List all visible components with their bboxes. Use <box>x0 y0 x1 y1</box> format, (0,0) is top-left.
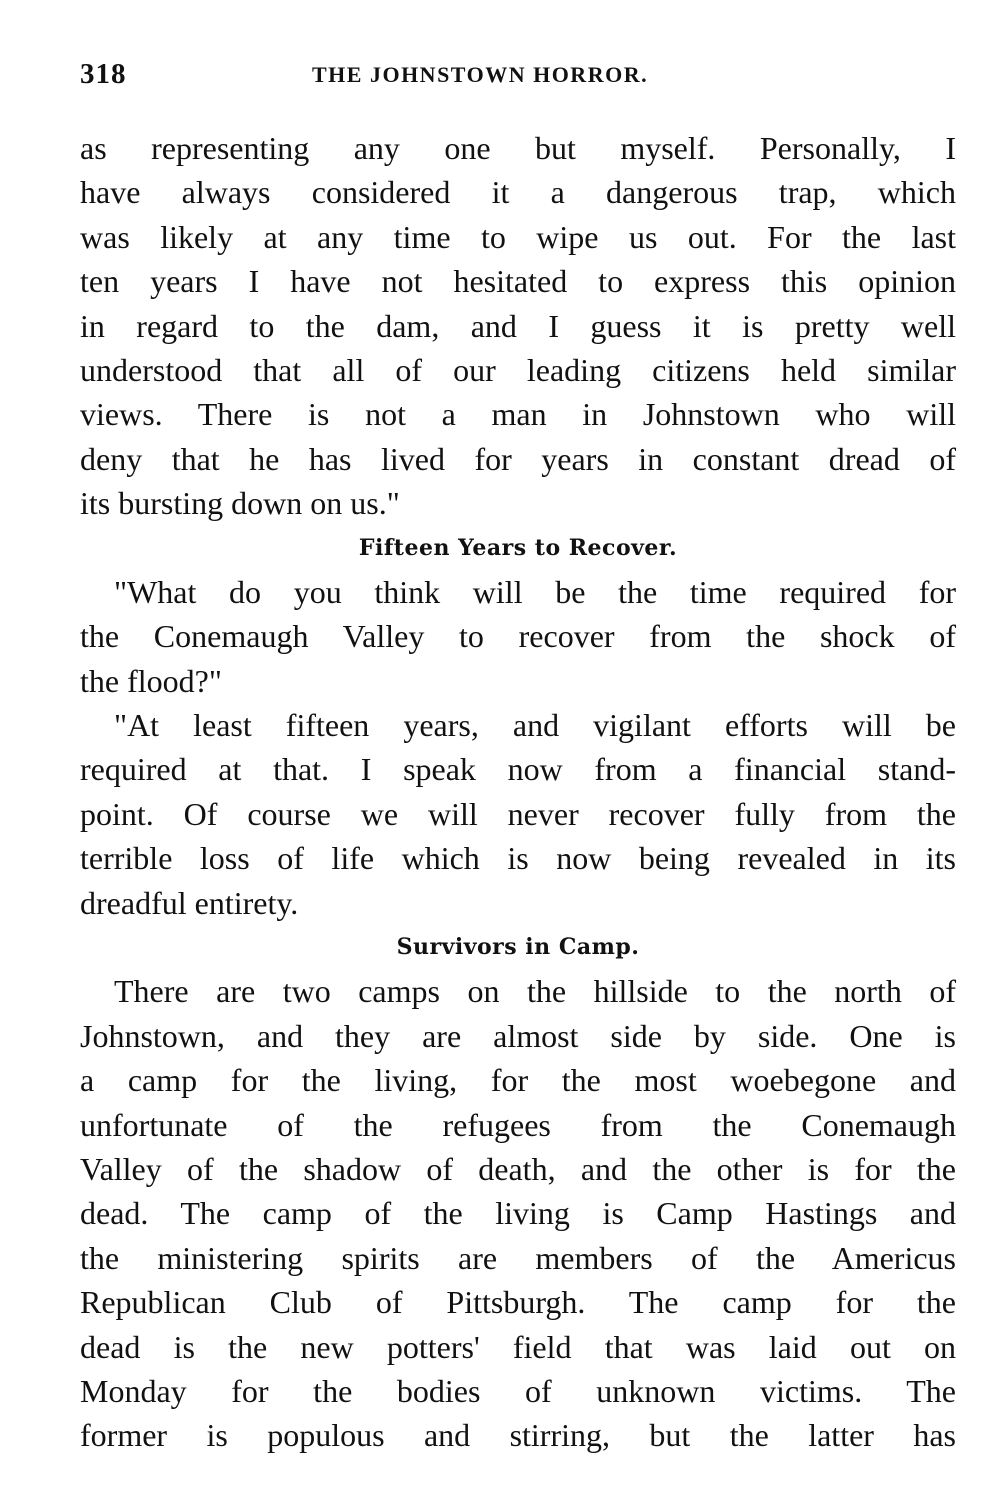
text-line: Johnstown, and they are almost side by side. One is <box>80 1017 956 1054</box>
text-line: required at that. I speak now from a financial stand- <box>80 751 956 788</box>
paragraph-4 <box>80 969 956 1457</box>
text-line: a camp for the living, for the most woebegone and <box>80 1062 956 1099</box>
text-line: have always considered it a dangerous trap, which <box>80 174 956 211</box>
text-line: unfortunate of the refugees from the Conemaugh <box>80 1106 956 1143</box>
text-line: dead is the new potters' field that was laid out on <box>80 1328 956 1365</box>
text-line: understood that all of our leading citizens held similar <box>80 351 956 388</box>
text-line: was likely at any time to wipe us out. For the last <box>80 218 956 255</box>
text-line: dead. The camp of the living is Camp Hastings and <box>80 1195 956 1232</box>
text-line: "At least fifteen years, and vigilant efforts will be <box>114 707 956 744</box>
text-line: deny that he has lived for years in constant dread of <box>80 440 956 477</box>
body-text <box>80 126 956 1458</box>
text-line: in regard to the dam, and I guess it is pretty well <box>80 307 956 344</box>
text-line: ten years I have not hesitated to express this opinion <box>80 263 956 300</box>
page-number: 318 <box>80 58 127 90</box>
text-line: dreadful entirety. <box>80 884 299 921</box>
section-heading: Survivors in Camp. <box>396 934 640 961</box>
text-line: the flood?" <box>80 662 222 699</box>
paragraph-1 <box>80 126 956 526</box>
text-line: There are two camps on the hillside to the north of <box>114 973 956 1010</box>
running-title: THE JOHNSTOWN HORROR. <box>312 62 649 87</box>
text-line: views. There is not a man in Johnstown who will <box>80 396 956 433</box>
paragraph-3 <box>80 703 956 925</box>
text-line: as representing any one but myself. Personally, I <box>80 130 956 166</box>
section-heading: Fifteen Years to Recover. <box>358 534 678 561</box>
running-header <box>80 58 956 98</box>
paragraph-2 <box>80 570 956 703</box>
text-line: Valley of the shadow of death, and the other is for the <box>80 1150 956 1187</box>
text-line: Monday for the bodies of unknown victims. The <box>80 1372 956 1409</box>
text-line: point. Of course we will never recover fully from the <box>80 795 956 832</box>
text-line: former is populous and stirring, but the latter has <box>80 1417 956 1454</box>
text-line: "What do you think will be the time required for <box>114 573 956 610</box>
text-line: the ministering spirits are members of the Americus <box>80 1239 956 1276</box>
text-line: its bursting down on us." <box>80 485 400 522</box>
text-line: Republican Club of Pittsburgh. The camp for the <box>80 1284 956 1321</box>
text-line: the Conemaugh Valley to recover from the shock of <box>80 618 956 655</box>
text-line: terrible loss of life which is now being revealed in its <box>80 840 956 877</box>
